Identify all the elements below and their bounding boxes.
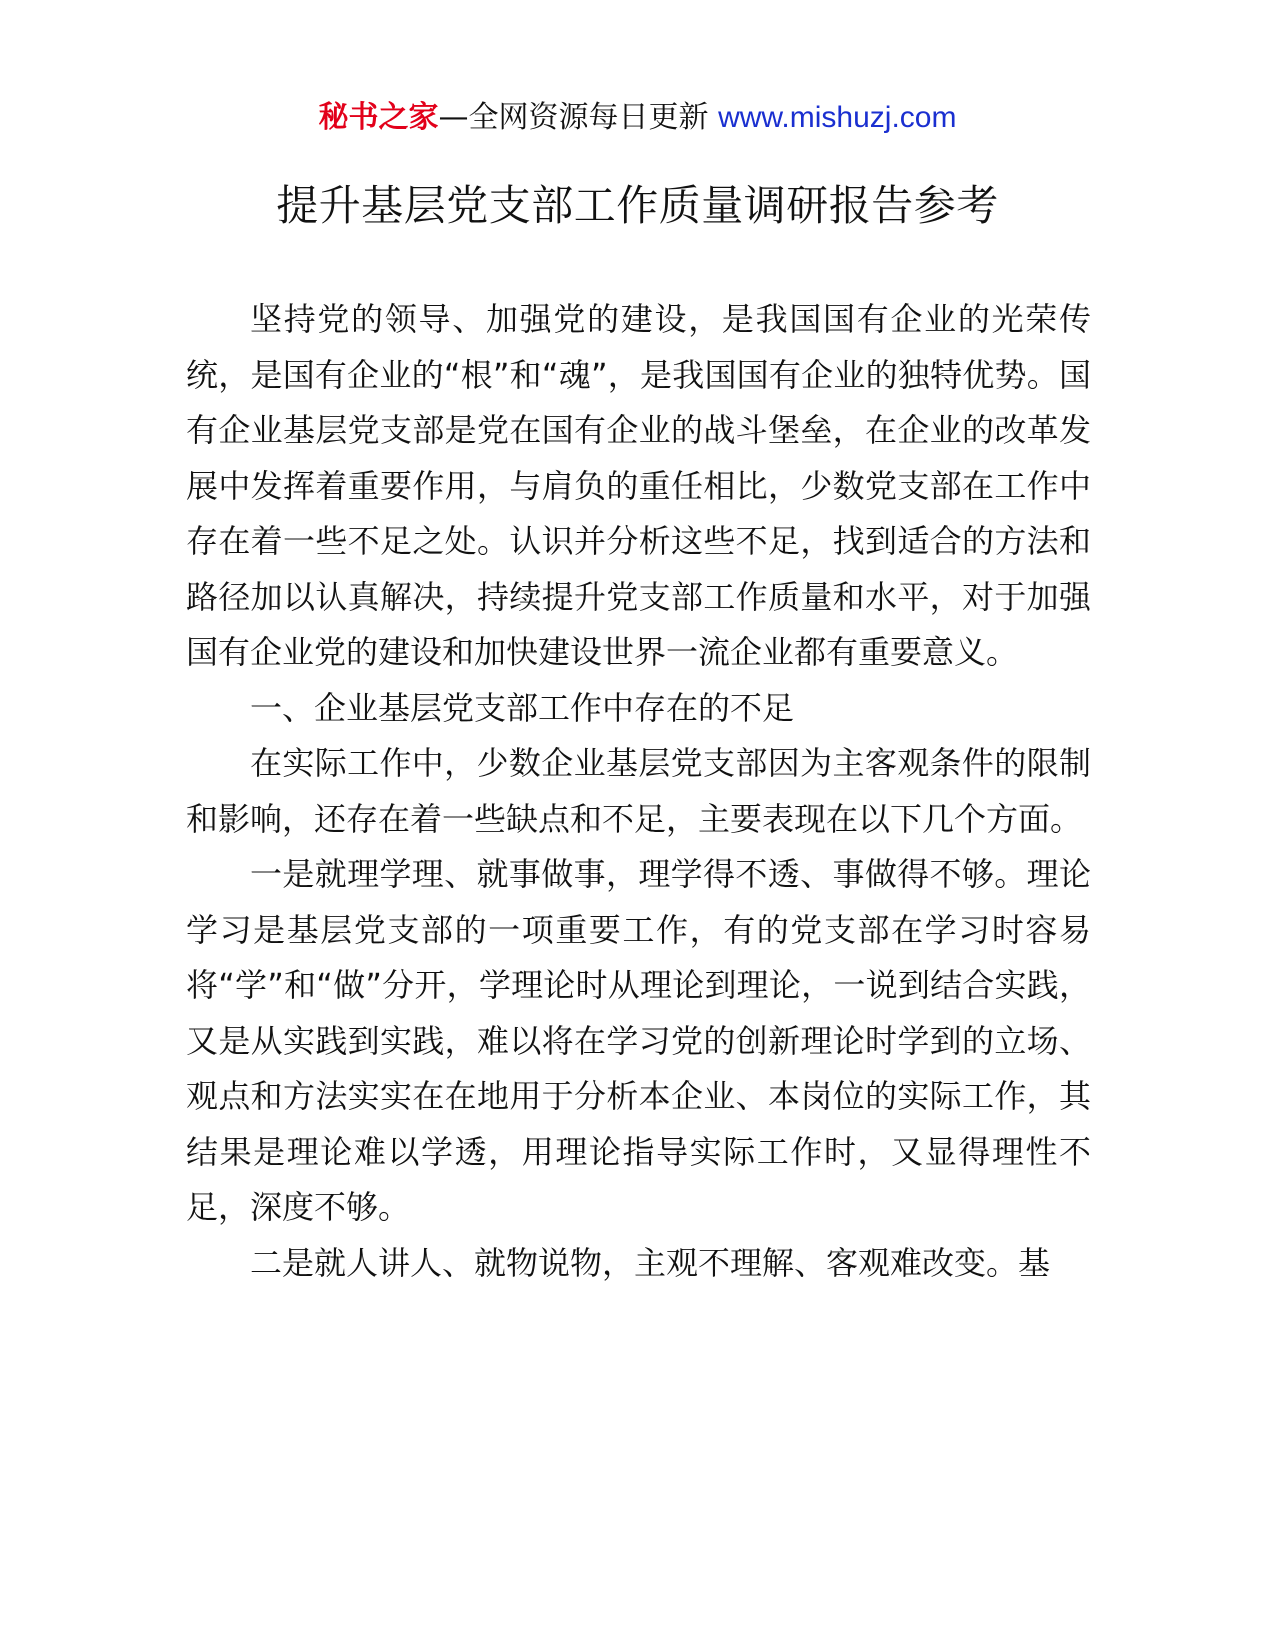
document-body (186, 292, 1091, 1291)
header-tagline: —全网资源每日更新 (438, 100, 709, 135)
body-paragraph: 在实际工作中，少数企业基层党支部因为主客观条件的限制和影响，还存在着一些缺点和不足，主要表现在以下几个方面。 (186, 744, 1091, 838)
body-paragraph: 一是就理学理、就事做事，理学得不透、事做得不够。理论学习是基层党支部的一项重要工作，有的党支部在学习时容易将“学”和“做”分开，学理论时从理论到理论，一说到结合实践，又是从实践到实践，难以将在学习党的创新理论时学到的立场、观点和方法实实在在地用于分析本企业、本岗位的实际工作，其结果是理论难以学透，用理论指导实际工作时，又显得理性不足，深度不够。 (186, 855, 1091, 1226)
brand-name: 秘书之家 (318, 100, 439, 135)
site-url-link[interactable]: www.mishuzj.com (718, 101, 957, 134)
intro-paragraph: 坚持党的领导、加强党的建设，是我国国有企业的光荣传统，是国有企业的“根”和“魂”，是我国国有企业的独特优势。国有企业基层党支部是党在国有企业的战斗堡垒，在企业的改革发展中发挥着重要作用，与肩负的重任相比，少数党支部在工作中存在着一些不足之处。认识并分析这些不足，找到适合的方法和路径加以认真解决，持续提升党支部工作质量和水平，对于加强国有企业党的建设和加快建设世界一流企业都有重要意义。 (186, 300, 1091, 671)
document-title: 提升基层党支部工作质量调研报告参考 (276, 181, 999, 230)
section-heading-1: 一、企业基层党支部工作中存在的不足 (250, 688, 795, 727)
body-paragraph: 二是就人讲人、就物说物，主观不理解、客观难改变。基 (250, 1243, 1051, 1282)
site-header (0, 96, 1275, 140)
